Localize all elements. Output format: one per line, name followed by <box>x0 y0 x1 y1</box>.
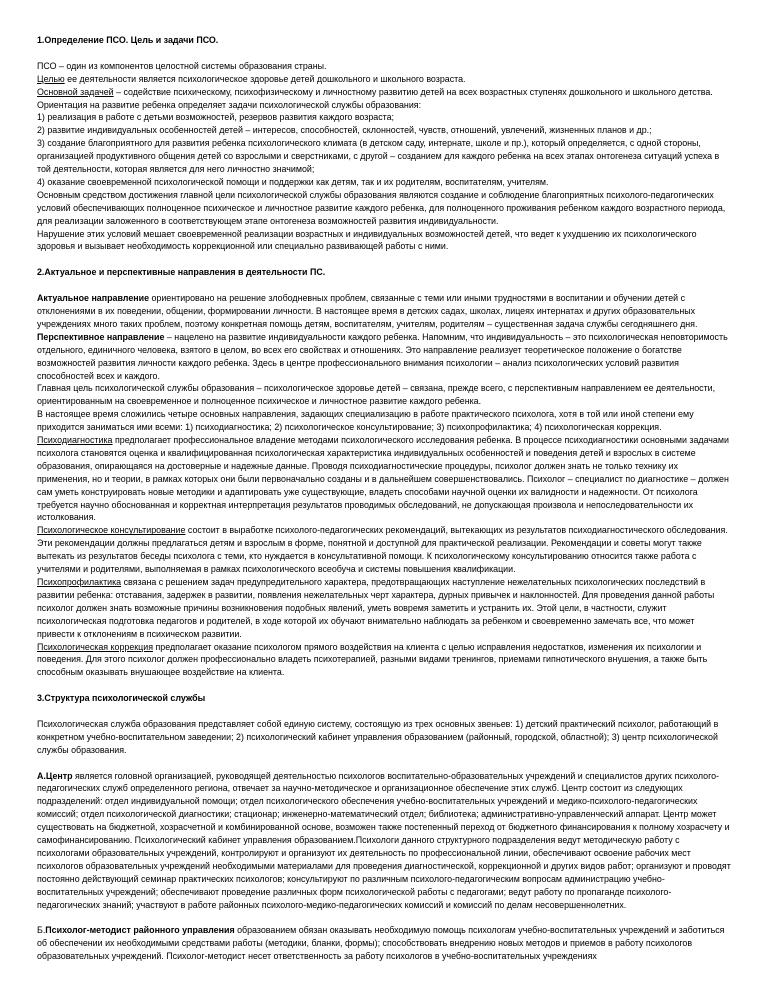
prophylaxis-paragraph <box>37 576 731 641</box>
correction-paragraph <box>37 641 731 680</box>
consulting-label: Психологическое консультирование <box>37 525 186 536</box>
psychodiagnostics-text: предполагает профессиональное владение методами психологического исследования ребенка. В процессе психодиагностики основными задачами психолога становятся оценка и квалифицированная психологическая характеристика индивидуальных особенностей и поведения детей и взрослых в системе образования, опирающаяся на достоверные и надежные данные. Проводя психодиагностические процедуры, психолог должен знать не только технику их применения, но и теории, в рамках которых они были первоначально созданы и в дальнейшем совершенствовались. Психолог – специалист по диагностике – должен сам уметь конструировать новые методики и адаптировать уже существующие, владеть способами научной оценки их валидности и надежности. От психолога требуется научно обоснованная и корректная интерпретация результатов проводимых обследований, не допускающая произвола и непоследовательности их истолкования. <box>37 435 729 523</box>
methodist-text: образованием обязан оказывать необходимую помощь психологам учебно-воспитательных учреждений и заботиться об обеспечении их необходимыми средствами работы (методики, бланки, формы); способствовать внедрению новых методов и приемов в работу психологов образовательных учреждений. Психолог-методист несет ответственность за работу психологов в учебно-воспитательных учреждениях <box>37 925 725 962</box>
actual-direction-paragraph <box>37 292 731 331</box>
actual-direction-text: ориентировано на решение злободневных проблем, связанные с теми или иными трудностями в воспитании и обучении детей с отклонениями в их поведении, общении, формировании личности. В настоящее время в детских садах, школах, лицеях интернатах и других образовательных учреждениях много таких проблем, поэтому конкретная помощь детям, воспитателям, учителям, родителям – существенная задача службы сегодняшнего дня. <box>37 293 698 329</box>
goal-text: ее деятельности является психологическое здоровье детей дошкольного и школьного возраста. <box>64 73 466 84</box>
center-text: является головной организацией, руководящей деятельностью психологов воспитательно-образовательных учреждений и специалистов других психолого-педагогических служб определенного региона, отвечает за научно-методическое и организационное обеспечение этих служб. Центр состоит из следующих подразделений: отдел индивидуальной помощи; отдел психологического обеспечения учебно-воспитательных учреждений и медико-психолого-педагогических комиссий; отдел психологической диагностики; стационар; инженерно-математический отдел; библиотека; административно-управленческий аппарат. Центр может существовать на бюджетной, хозрасчетной и комбинированной основе, возможен также постепенный переход от бюджетного финансирования к полному хозрасчету и самофинансированию. Психологический кабинет управления образованием.Психологи данного структурного подразделения ведут методическую работу с психологами образовательных учреждений, контролируют и организуют их деятельность по профессиональной линии, обеспечивают освоение рабочих мест психологов образовательных учреждений необходимыми материалами для проведения диагностической, коррекционной и других видов работ; организуют и проводят постоянно действующий семинар практических психологов; консультируют по различным психолого-педагогическим вопросам администрацию учебно-воспитательных учреждений; обеспечивают проведение различных форм психологической работы с педагогами; ведут работу по пропаганде психолого-педагогических знаний; участвуют в работе районных психолого-медико-педагогических комиссий и комиссий по делам несовершеннолетних. <box>37 770 731 910</box>
list-item: 2) развитие индивидуальных особенностей детей – интересов, способностей, склонностей, чувств, отношений, увлечений, жизненных планов и др.; <box>37 125 652 136</box>
psychodiagnostics-label: Психодиагностика <box>37 435 113 446</box>
center-paragraph <box>37 770 731 912</box>
perspective-direction-label: Перспективное направление <box>37 331 165 342</box>
task-label: Основной задачей <box>37 86 114 97</box>
orientation-paragraph: Ориентация на развитие ребенка определяет задачи психологической службы образования: <box>37 99 422 110</box>
spacer <box>37 757 731 770</box>
list-item: 3) создание благоприятного для развития ребенка психологического климата (в детском саду, интернате, школе и пр.), который определяется, с одной стороны, организацией продуктивного общения детей со взрослыми и сверстниками, с другой – созданием для каждого ребенка на всех этапах онтогенеза ситуаций успеха в той деятельности, которая является для него личностно значимой; <box>37 138 720 175</box>
spacer <box>37 705 731 718</box>
spacer <box>37 279 731 292</box>
prophylaxis-label: Психопрофилактика <box>37 577 122 588</box>
spacer <box>37 912 731 925</box>
pso-definition: ПСО – один из компонентов целостной системы образования страны. <box>37 60 327 71</box>
actual-direction-label: Актуальное направление <box>37 293 150 304</box>
center-label: А.Центр <box>37 770 73 781</box>
list-item: 4) оказание своевременной психологической помощи и поддержки как детям, так и их родителям, воспитателям, учителям. <box>37 176 549 187</box>
consulting-paragraph <box>37 524 731 576</box>
goal-label: Целью <box>37 73 65 84</box>
main-goal-paragraph: Главная цель психологической службы образования – психологическое здоровье детей – связана, прежде всего, с перспективным направлением ее деятельности, ориентированным на своевременное и полноценное психическое и личностное развитие каждого ребенка. <box>37 383 716 407</box>
task-paragraph <box>37 86 731 99</box>
methodist-label: Психолог-методист районного управления <box>45 925 235 936</box>
perspective-direction-text: – нацелено на развитие индивидуальности каждого ребенка. Напомним, что индивидуальность – это психологическая неповторимость отдельного, единичного человека, взятого в целом, во всех его свойствах и отношениях. Это направление реализует теоретическое положение о богатстве возможностей развития личности каждого ребенка. Здесь в центре профессионального внимания психологии – анализ психологических условий развития способностей всех и каждого. <box>37 331 728 381</box>
psychodiagnostics-paragraph <box>37 434 731 524</box>
correction-label: Психологическая коррекция <box>37 641 153 652</box>
means-paragraph: Основным средством достижения главной цели психологической службы образования являются создание и соблюдение благоприятных психолого-педагогических условий обеспечивающих полноценное психическое и личностное развитие каждого ребенка, для полноценного проживания ребенком каждого возрастного периода, для реализации заложенного в соответствующем этапе онтогенеза возможностей развития индивидуальности. <box>37 189 726 226</box>
structure-intro-paragraph: Психологическая служба образования представляет собой единую систему, состоящую из трех основных звеньев: 1) детский практический психолог, работающий в конкретном учебно-воспитательном заведении; 2) психологический кабинет управления образованием (районный, городской, областной); 3) центр психологической службы образования. <box>37 718 719 755</box>
consulting-text: состоит в выработке психолого-педагогических рекомендаций, вытекающих из результатов психодиагностического обследования. Эти рекомендации должны предлагаться детям и взрослым в форме, понятной и доступной для практической реализации. Рекомендации и советы могут также вытекать из результатов беседы психолога с теми, кто нуждается в консультативной помощи. К психологическому консультированию относится также работа с учителями и родителями, выполняемая в рамках психологического всеобуча и системы повышения квалификации. <box>37 525 728 575</box>
spacer <box>37 253 731 266</box>
section-3-heading: 3.Структура психологической службы <box>37 693 206 704</box>
goal-paragraph <box>37 73 731 86</box>
prophylaxis-text: связана с решением задач предупредительного характера, предотвращающих наступление нежелательных психологических последствий в развитии ребенка: отставания, задержек в развитии, появления нежелательных черт характера, дурных привычек и наклонностей. Для проведения данной работы психолог должен знать возможные причины возникновения подобных явлений, уметь вовремя заметить и устранить их. Этой цели, в частности, служит психологическая подготовка педагогов и родителей, в ходе которой их обучают внимательно наблюдать за ребенком и своевременно замечать все, что может привести к отклонениям в психическом развитии. <box>37 577 715 639</box>
correction-text: предполагает оказание психологом прямого воздействия на клиента с целью исправления недостатков, изменения их психологии и поведения. Для этого психолог должен профессионально владеть психотерапией, разными видами тренингов, приемами гипнотического внушения, а также быть способным оказывать внушающее воздействие на клиента. <box>37 641 708 678</box>
task-text: – содействие психическому, психофизическому и личностному развитию детей на всех возрастных ступенях дошкольного и школьного детства. <box>113 86 713 97</box>
four-directions-paragraph: В настоящее время сложились четыре основных направления, задающих специализацию в работе практического психолога, хотя в той или иной степени ему приходится заниматься ими всеми: 1) психодиагностика; 2) психологическое консультирование; 3) психопрофилактика; 4) психологическая коррекция. <box>37 409 694 433</box>
spacer <box>37 47 731 60</box>
perspective-direction-paragraph <box>37 331 731 383</box>
section-2-heading: 2.Актуальное и перспективные направления в деятельности ПС. <box>37 267 326 278</box>
methodist-paragraph <box>37 924 731 963</box>
list-item: 1) реализация в работе с детьми возможностей, резервов развития каждого возраста; <box>37 112 395 123</box>
violation-paragraph: Нарушение этих условий мешает своевременной реализации возрастных и индивидуальных возможностей детей, что ведет к ухудшению их психологического здоровья и вызывает необходимость коррекционной или специально развивающей работы с ними. <box>37 228 697 252</box>
spacer <box>37 679 731 692</box>
section-1-heading: 1.Определение ПСО. Цель и задачи ПСО. <box>37 35 219 45</box>
methodist-prefix: Б. <box>37 925 46 936</box>
